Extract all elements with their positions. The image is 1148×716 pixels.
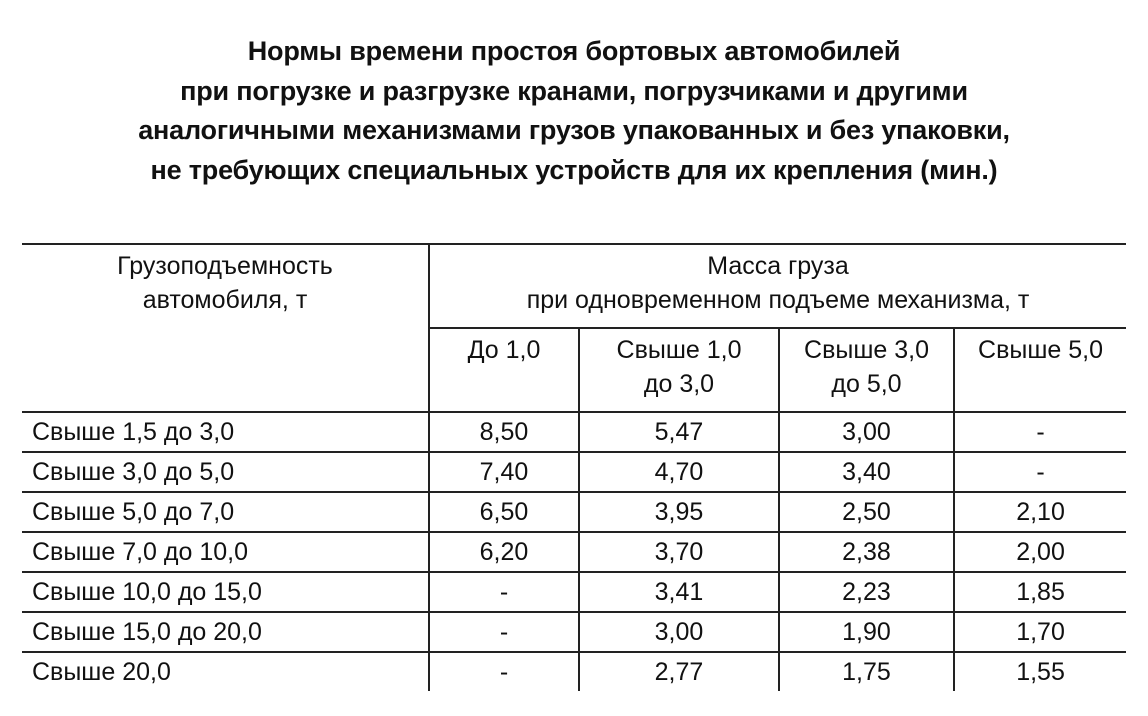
- table-cell: -: [954, 452, 1126, 492]
- table-cell: 6,20: [429, 532, 579, 572]
- table-cell: 8,50: [429, 412, 579, 452]
- table-row: [22, 412, 1126, 452]
- table-cell: 2,00: [954, 532, 1126, 572]
- table-cell: 2,23: [779, 572, 954, 612]
- table-cell: -: [429, 612, 579, 652]
- table-cell: 1,75: [779, 652, 954, 691]
- table-cell: 2,77: [579, 652, 779, 691]
- table-cell: 2,10: [954, 492, 1126, 532]
- table-cell: -: [954, 412, 1126, 452]
- table-cell: 3,00: [579, 612, 779, 652]
- title-line: не требующих специальных устройств для их крепления (мин.): [150, 154, 998, 185]
- table-cell: 3,00: [779, 412, 954, 452]
- column-header-line: до 3,0: [643, 370, 715, 398]
- table-cell: 2,38: [779, 532, 954, 572]
- row-label: Свыше 20,0: [32, 657, 171, 686]
- column-header-line: До 1,0: [467, 336, 541, 364]
- table-row: [22, 572, 1126, 612]
- table-row: [22, 612, 1126, 652]
- mass-header: [429, 244, 1126, 328]
- capacity-header-line: автомобиля, т: [142, 286, 308, 314]
- table-cell: 3,40: [779, 452, 954, 492]
- mass-header-line: Масса груза: [707, 252, 849, 280]
- table-row: [22, 452, 1126, 492]
- column-header: [429, 328, 579, 412]
- title-line: Нормы времени простоя бортовых автомобилей: [247, 36, 901, 66]
- table-row: [22, 492, 1126, 532]
- column-header-line: Свыше 3,0: [804, 336, 929, 364]
- column-header-line: Свыше 1,0: [616, 336, 742, 364]
- capacity-header: [22, 244, 429, 412]
- page-title: [0, 32, 1148, 190]
- row-label: Свыше 3,0 до 5,0: [22, 452, 429, 492]
- column-header-line: до 5,0: [831, 370, 902, 398]
- capacity-header-line: Грузоподъемность: [117, 252, 333, 280]
- row-label: Свыше 1,5 до 3,0: [22, 412, 429, 452]
- table-cell: 1,70: [954, 612, 1126, 652]
- table-cell: 4,70: [579, 452, 779, 492]
- row-label: Свыше 7,0 до 10,0: [22, 532, 429, 572]
- table-cell: 1,55: [954, 652, 1126, 691]
- row-label: Свыше 10,0 до 15,0: [22, 572, 429, 612]
- table-cell: 3,41: [579, 572, 779, 612]
- column-header-line: Свыше 5,0: [978, 336, 1103, 364]
- table-cell: 1,85: [954, 572, 1126, 612]
- table-cell: 2,50: [779, 492, 954, 532]
- table-cell: 3,70: [579, 532, 779, 572]
- column-header: [579, 328, 779, 412]
- table-cell: 6,50: [429, 492, 579, 532]
- norms-table: [22, 243, 1126, 691]
- table-cell: -: [429, 652, 579, 691]
- table-cell: 3,95: [579, 492, 779, 532]
- table-cell: 1,90: [779, 612, 954, 652]
- table-row: [22, 652, 1126, 691]
- table-cell: 7,40: [429, 452, 579, 492]
- table-header-row: [22, 244, 1126, 328]
- column-header: [954, 328, 1126, 412]
- row-label: Свыше 15,0 до 20,0: [22, 612, 429, 652]
- table-row: [22, 532, 1126, 572]
- table-cell: 5,47: [579, 412, 779, 452]
- table-cell: -: [429, 572, 579, 612]
- title-line: при погрузке и разгрузке кранами, погрузчиками и другими: [180, 75, 968, 106]
- row-label: Свыше 5,0 до 7,0: [22, 492, 429, 532]
- mass-header-line: при одновременном подъеме механизма, т: [526, 286, 1030, 314]
- column-header: [779, 328, 954, 412]
- title-line: аналогичными механизмами грузов упакованных и без упаковки,: [138, 115, 1010, 145]
